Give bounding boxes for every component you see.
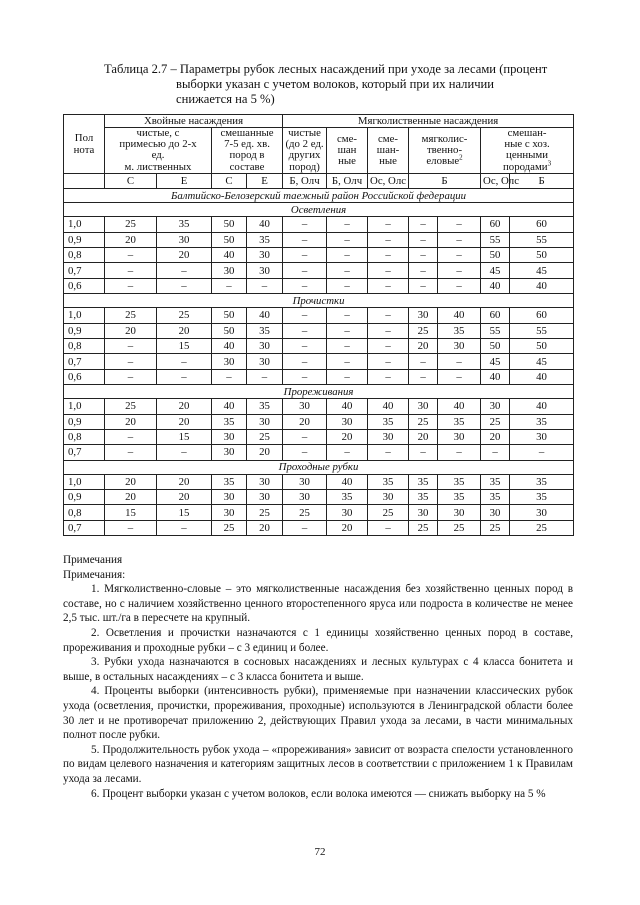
value-cell: –: [368, 338, 409, 353]
caption-line-3: снижается на 5 %): [176, 92, 275, 106]
value-cell: 30: [481, 399, 510, 414]
table-row: [64, 338, 574, 353]
value-cell: 30: [247, 414, 283, 429]
value-cell: 30: [409, 399, 438, 414]
value-cell: 40: [212, 247, 247, 262]
value-cell: –: [327, 338, 368, 353]
value-cell: –: [283, 263, 327, 278]
table-row: [64, 354, 574, 369]
polnota-cell: 0,9: [64, 490, 105, 505]
value-cell: 30: [247, 354, 283, 369]
note-item: 6. Процент выборки указан с учетом волоков, если волока имеются — снижать выборку на 5 %: [91, 787, 546, 800]
value-cell: 35: [157, 217, 212, 232]
header-valuable-species: смешан- ные с хоз. ценными породами$^3$: [481, 128, 574, 174]
value-cell: –: [327, 369, 368, 384]
value-cell: 30: [481, 505, 510, 520]
value-cell: 45: [481, 354, 510, 369]
value-cell: 40: [481, 278, 510, 293]
value-cell: –: [327, 308, 368, 323]
value-cell: 50: [212, 232, 247, 247]
value-cell: 35: [247, 232, 283, 247]
value-cell: 20: [157, 474, 212, 489]
table-row: [64, 232, 574, 247]
polnota-cell: 0,7: [64, 263, 105, 278]
table-row: [64, 414, 574, 429]
value-cell: 35: [212, 414, 247, 429]
value-cell: 30: [247, 263, 283, 278]
value-cell: 40: [212, 338, 247, 353]
value-cell: –: [157, 263, 212, 278]
polnota-cell: 1,0: [64, 474, 105, 489]
value-cell: 35: [481, 474, 510, 489]
value-cell: 25: [247, 505, 283, 520]
value-cell: –: [212, 278, 247, 293]
value-cell: 35: [409, 474, 438, 489]
value-cell: –: [247, 369, 283, 384]
value-cell: –: [409, 232, 438, 247]
value-cell: –: [438, 217, 481, 232]
value-cell: 20: [283, 414, 327, 429]
value-cell: 30: [327, 414, 368, 429]
value-cell: 35: [438, 474, 481, 489]
value-cell: 30: [438, 505, 481, 520]
polnota-cell: 1,0: [64, 217, 105, 232]
value-cell: 25: [368, 505, 409, 520]
value-cell: 55: [481, 323, 510, 338]
value-cell: –: [409, 217, 438, 232]
value-cell: 20: [157, 247, 212, 262]
value-cell: –: [283, 354, 327, 369]
table-caption: [104, 62, 564, 107]
value-cell: 35: [409, 490, 438, 505]
value-cell: –: [409, 369, 438, 384]
value-cell: –: [157, 278, 212, 293]
polnota-cell: 0,6: [64, 278, 105, 293]
value-cell: 50: [481, 247, 510, 262]
table-row: [64, 399, 574, 414]
value-cell: 50: [510, 338, 574, 353]
species-code-row: [64, 173, 574, 188]
value-cell: 25: [105, 308, 157, 323]
value-cell: 20: [105, 474, 157, 489]
value-cell: –: [105, 429, 157, 444]
polnota-cell: 0,8: [64, 429, 105, 444]
value-cell: –: [510, 445, 574, 460]
value-cell: 55: [510, 323, 574, 338]
note-item: 3. Рубки ухода назначаются в сосновых насаждениях и лесных культурах с 4 класса бонитета и выше, в остальных насаждениях – с 3 класса бонитета и выше.: [63, 656, 573, 683]
section-title: Прочистки: [64, 294, 574, 308]
value-cell: 60: [481, 308, 510, 323]
header-polnota: Пол нота: [64, 115, 105, 174]
value-cell: 35: [247, 399, 283, 414]
value-cell: –: [327, 323, 368, 338]
value-cell: 30: [212, 263, 247, 278]
value-cell: 30: [283, 399, 327, 414]
value-cell: –: [105, 354, 157, 369]
value-cell: 25: [105, 399, 157, 414]
section-title: Осветления: [64, 203, 574, 217]
value-cell: 40: [510, 278, 574, 293]
value-cell: 35: [481, 490, 510, 505]
value-cell: –: [368, 445, 409, 460]
code-cell: Б: [409, 173, 481, 188]
value-cell: –: [327, 247, 368, 262]
value-cell: 50: [212, 323, 247, 338]
value-cell: 30: [283, 490, 327, 505]
value-cell: 35: [510, 414, 574, 429]
value-cell: –: [368, 323, 409, 338]
value-cell: 25: [247, 429, 283, 444]
value-cell: –: [327, 217, 368, 232]
value-cell: 30: [212, 429, 247, 444]
table-row: [64, 323, 574, 338]
value-cell: 20: [481, 429, 510, 444]
value-cell: 30: [212, 445, 247, 460]
value-cell: 35: [327, 490, 368, 505]
value-cell: 40: [438, 399, 481, 414]
value-cell: 20: [327, 520, 368, 535]
value-cell: 45: [510, 263, 574, 278]
value-cell: 25: [105, 217, 157, 232]
value-cell: –: [283, 217, 327, 232]
value-cell: 40: [438, 308, 481, 323]
value-cell: –: [438, 278, 481, 293]
value-cell: 15: [105, 505, 157, 520]
value-cell: –: [368, 247, 409, 262]
value-cell: –: [368, 308, 409, 323]
value-cell: –: [105, 445, 157, 460]
table-row: [64, 429, 574, 444]
value-cell: 30: [247, 247, 283, 262]
polnota-cell: 1,0: [64, 399, 105, 414]
code-cell: Е: [247, 173, 283, 188]
value-cell: 25: [510, 520, 574, 535]
value-cell: –: [283, 247, 327, 262]
header-soft-spruce: мягколис- твенно- еловые$^2$: [409, 128, 481, 174]
region-title: Балтийско-Белозерский таежный район Российской федерации: [64, 189, 574, 203]
value-cell: –: [409, 247, 438, 262]
value-cell: 25: [481, 414, 510, 429]
header-conifer: Хвойные насаждения: [105, 115, 283, 128]
value-cell: 35: [510, 490, 574, 505]
value-cell: –: [409, 263, 438, 278]
value-cell: –: [368, 354, 409, 369]
value-cell: 40: [510, 399, 574, 414]
value-cell: –: [157, 354, 212, 369]
polnota-cell: 0,7: [64, 354, 105, 369]
value-cell: –: [438, 354, 481, 369]
value-cell: –: [283, 308, 327, 323]
value-cell: 20: [409, 338, 438, 353]
value-cell: –: [368, 369, 409, 384]
value-cell: 25: [409, 520, 438, 535]
value-cell: –: [105, 369, 157, 384]
table-row: [64, 278, 574, 293]
value-cell: 15: [157, 338, 212, 353]
value-cell: 45: [481, 263, 510, 278]
value-cell: –: [327, 263, 368, 278]
value-cell: –: [327, 232, 368, 247]
value-cell: –: [327, 445, 368, 460]
section-title: Проходные рубки: [64, 460, 574, 474]
value-cell: –: [283, 232, 327, 247]
value-cell: 25: [212, 520, 247, 535]
value-cell: 20: [105, 414, 157, 429]
value-cell: 50: [212, 217, 247, 232]
value-cell: 55: [481, 232, 510, 247]
value-cell: –: [283, 520, 327, 535]
value-cell: 30: [409, 505, 438, 520]
code-cell: С: [105, 173, 157, 188]
polnota-cell: 0,9: [64, 414, 105, 429]
value-cell: 35: [438, 414, 481, 429]
value-cell: –: [283, 429, 327, 444]
code-cell: Ос, Олс: [481, 173, 510, 188]
polnota-cell: 0,9: [64, 232, 105, 247]
value-cell: 20: [157, 414, 212, 429]
value-cell: 20: [247, 520, 283, 535]
value-cell: 40: [247, 308, 283, 323]
table-row: [64, 247, 574, 262]
value-cell: 45: [510, 354, 574, 369]
value-cell: 30: [247, 490, 283, 505]
code-cell: Б, Олч: [283, 173, 327, 188]
value-cell: 15: [157, 505, 212, 520]
notes-heading: Примечания: [63, 554, 123, 566]
value-cell: 25: [481, 520, 510, 535]
table-row: [64, 445, 574, 460]
header-pure-conifer: чистые, с примесью до 2-х ед. м. лиственных: [105, 128, 212, 174]
value-cell: 20: [409, 429, 438, 444]
value-cell: –: [368, 263, 409, 278]
value-cell: –: [157, 445, 212, 460]
value-cell: 25: [409, 323, 438, 338]
header-pure-deciduous: чистые (до 2 ед. других пород): [283, 128, 327, 174]
thinning-parameters-table: [63, 114, 574, 536]
notes-block: [63, 553, 573, 801]
value-cell: 35: [368, 474, 409, 489]
value-cell: 40: [247, 217, 283, 232]
value-cell: 20: [105, 232, 157, 247]
caption-line-1: Таблица 2.7 – Параметры рубок лесных насаждений при уходе за лесами (процент: [104, 62, 548, 76]
value-cell: 20: [247, 445, 283, 460]
value-cell: –: [105, 278, 157, 293]
value-cell: 60: [510, 308, 574, 323]
value-cell: 30: [247, 474, 283, 489]
value-cell: 35: [510, 474, 574, 489]
value-cell: 60: [481, 217, 510, 232]
value-cell: –: [105, 247, 157, 262]
value-cell: –: [438, 232, 481, 247]
code-cell: С: [212, 173, 247, 188]
value-cell: –: [283, 323, 327, 338]
value-cell: 35: [247, 323, 283, 338]
value-cell: –: [438, 445, 481, 460]
caption-line-2: выборки указан с учетом волоков, который при их наличии: [176, 77, 495, 91]
value-cell: –: [212, 369, 247, 384]
notes-heading-colon: Примечания:: [63, 568, 126, 581]
value-cell: 30: [368, 429, 409, 444]
value-cell: 25: [157, 308, 212, 323]
code-cell: Б: [510, 173, 574, 188]
value-cell: 40: [212, 399, 247, 414]
header-deciduous: Мягколиственные насаждения: [283, 115, 574, 128]
value-cell: 50: [212, 308, 247, 323]
value-cell: –: [368, 520, 409, 535]
value-cell: –: [438, 247, 481, 262]
polnota-cell: 0,8: [64, 247, 105, 262]
value-cell: 30: [157, 232, 212, 247]
value-cell: –: [368, 217, 409, 232]
polnota-cell: 0,8: [64, 338, 105, 353]
value-cell: 30: [247, 338, 283, 353]
value-cell: 50: [481, 338, 510, 353]
value-cell: 60: [510, 217, 574, 232]
note-item: 1. Мягколиственно-словые – это мягколиственные насаждения без хозяйственно ценных пород в составе, но с наличием хозяйственно ценного второстепенного яруса или подроста в количестве не менее 2,5 тыс. шт./га в пересчете на крупный.: [63, 583, 573, 625]
value-cell: –: [283, 278, 327, 293]
code-cell: Б, Олч: [327, 173, 368, 188]
page-number: 72: [314, 846, 326, 858]
value-cell: –: [409, 278, 438, 293]
polnota-cell: 0,6: [64, 369, 105, 384]
header-mixed-2: сме- шан- ные: [368, 128, 409, 174]
value-cell: –: [157, 520, 212, 535]
value-cell: 20: [327, 429, 368, 444]
polnota-cell: 1,0: [64, 308, 105, 323]
value-cell: 35: [368, 414, 409, 429]
value-cell: 40: [327, 399, 368, 414]
section-title: Прореживания: [64, 385, 574, 399]
table-row: [64, 490, 574, 505]
value-cell: 20: [157, 323, 212, 338]
value-cell: –: [409, 354, 438, 369]
value-cell: –: [105, 520, 157, 535]
value-cell: 20: [157, 490, 212, 505]
value-cell: –: [105, 338, 157, 353]
table-row: [64, 263, 574, 278]
value-cell: –: [481, 445, 510, 460]
value-cell: –: [368, 232, 409, 247]
value-cell: 40: [327, 474, 368, 489]
value-cell: 25: [409, 414, 438, 429]
value-cell: 30: [510, 505, 574, 520]
value-cell: 30: [212, 354, 247, 369]
polnota-cell: 0,8: [64, 505, 105, 520]
polnota-cell: 0,9: [64, 323, 105, 338]
value-cell: 25: [283, 505, 327, 520]
value-cell: –: [157, 369, 212, 384]
table-row: [64, 505, 574, 520]
value-cell: 40: [368, 399, 409, 414]
polnota-cell: 0,7: [64, 520, 105, 535]
value-cell: 35: [438, 323, 481, 338]
value-cell: 40: [481, 369, 510, 384]
value-cell: 35: [438, 490, 481, 505]
value-cell: –: [283, 369, 327, 384]
table-row: [64, 474, 574, 489]
value-cell: 30: [283, 474, 327, 489]
value-cell: 30: [510, 429, 574, 444]
value-cell: 20: [105, 323, 157, 338]
value-cell: 20: [157, 399, 212, 414]
value-cell: –: [438, 263, 481, 278]
value-cell: –: [368, 278, 409, 293]
value-cell: –: [438, 369, 481, 384]
note-item: 4. Проценты выборки (интенсивность рубки), применяемые при назначении классических рубок ухода (осветления, прочистки, прореживания, проходные) используются в Ленинградской области более 30 лет и не противоречат приложению 2, действующих Правил ухода за лесами, в части минимальных полнот после рубки.: [63, 685, 573, 742]
value-cell: 20: [105, 490, 157, 505]
table-row: [64, 217, 574, 232]
value-cell: 30: [438, 338, 481, 353]
value-cell: –: [283, 338, 327, 353]
table-row: [64, 520, 574, 535]
value-cell: 25: [438, 520, 481, 535]
value-cell: 30: [438, 429, 481, 444]
value-cell: 30: [409, 308, 438, 323]
code-cell: Ос, Олс: [368, 173, 409, 188]
value-cell: 30: [327, 505, 368, 520]
table-row: [64, 369, 574, 384]
value-cell: –: [283, 445, 327, 460]
value-cell: 35: [212, 474, 247, 489]
note-item: 2. Осветления и прочистки назначаются с 1 единицы хозяйственно ценных пород в составе, прореживания и проходные рубки – с 3 единиц и более.: [63, 626, 573, 654]
value-cell: –: [105, 263, 157, 278]
value-cell: 15: [157, 429, 212, 444]
header-mixed-conifer: смешанные 7-5 ед. хв. пород в составе: [212, 128, 283, 174]
value-cell: 55: [510, 232, 574, 247]
polnota-cell: 0,7: [64, 445, 105, 460]
value-cell: –: [409, 445, 438, 460]
note-item: 5. Продолжительность рубок ухода – «прореживания» зависит от возраста спелости установленного по видам целевого назначения и категориям защитных лесов в соответствии с приложением 1 к Правилам ухода за лесами.: [63, 743, 573, 785]
value-cell: –: [247, 278, 283, 293]
table-row: [64, 308, 574, 323]
value-cell: –: [327, 354, 368, 369]
value-cell: 50: [510, 247, 574, 262]
code-cell: Е: [157, 173, 212, 188]
header-mixed-1: сме- шан ные: [327, 128, 368, 174]
value-cell: 40: [510, 369, 574, 384]
value-cell: 30: [368, 490, 409, 505]
value-cell: –: [327, 278, 368, 293]
value-cell: 30: [212, 505, 247, 520]
value-cell: 30: [212, 490, 247, 505]
